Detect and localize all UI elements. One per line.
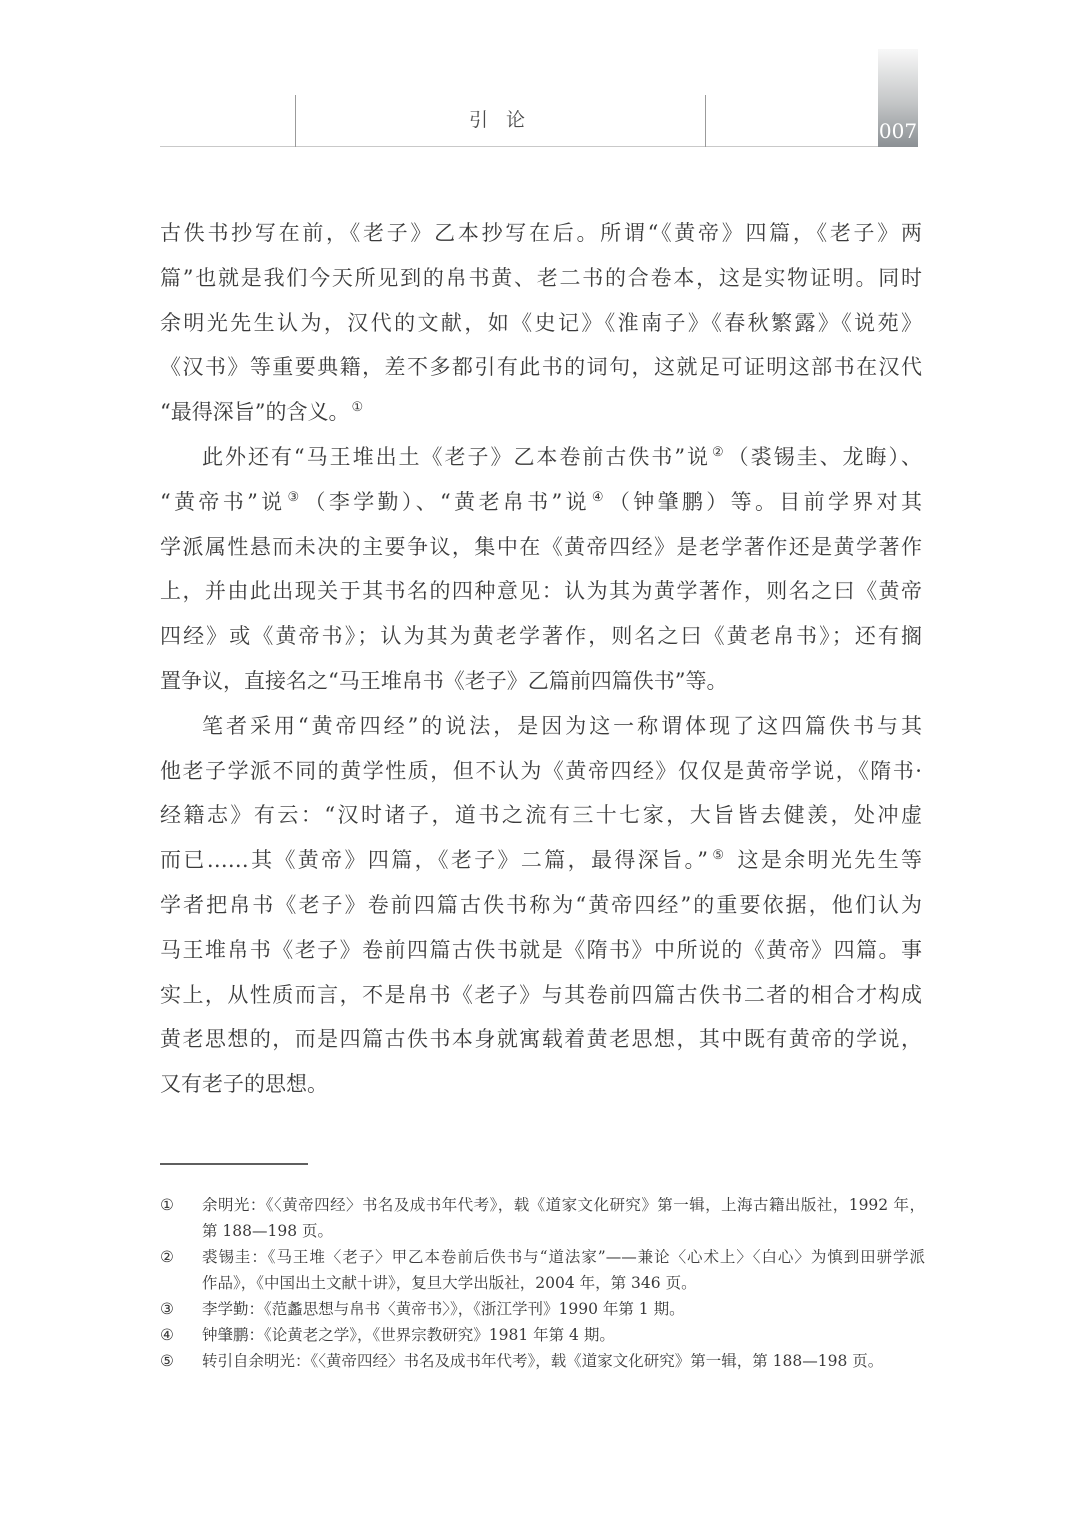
paragraph (160, 211, 922, 435)
body-line: 马王堆帛书《老子》卷前四篇古佚书就是《隋书》中所说的《黄帝》四篇。事 (160, 937, 922, 962)
footnote-line: 裘锡圭：《马王堆〈老子〉甲乙本卷前后佚书与“道法家”——兼论〈心术上〉〈白心〉为慎到田骈学派 (202, 1248, 925, 1266)
footnote-text (202, 1296, 925, 1322)
body-line: “黄帝书”说 ③（李学勤）、“黄老帛书”说 ④（钟肇鹏）等。目前学界对其 (160, 489, 922, 514)
footnote-text (202, 1192, 925, 1244)
footnote-text (202, 1348, 925, 1374)
footnote-line: 第 188—198 页。 (202, 1222, 334, 1240)
body-line: 置争议，直接名之“马王堆帛书《老子》乙篇前四篇佚书”等。 (160, 668, 728, 693)
body-line: 篇”也就是我们今天所见到的帛书黄、老二书的合卷本，这是实物证明。同时 (160, 265, 922, 290)
header-tick-right (705, 95, 706, 147)
footnote-ref: ⑤ (710, 848, 727, 864)
footnote (160, 1192, 925, 1244)
footnote-line: 作品》，《中国出土文献十讲》，复旦大学出版社，2004 年，第 346 页。 (202, 1274, 697, 1292)
running-title: 引 论 (468, 109, 532, 131)
footnote-text (202, 1244, 925, 1296)
body-line: 又有老子的思想。 (160, 1072, 328, 1097)
footnote-marker: ① (160, 1196, 174, 1214)
body-line: 他老子学派不同的黄学性质，但不认为《黄帝四经》仅仅是黄帝学说，《隋书· (160, 758, 922, 783)
body-line: 上，并由此出现关于其书名的四种意见：认为其为黄学著作，则名之曰《黄帝 (160, 579, 922, 604)
body-text (160, 211, 922, 1107)
body-line: 笔者采用“黄帝四经”的说法，是因为这一称谓体现了这四篇佚书与其 (202, 713, 922, 738)
body-line: 实上，从性质而言，不是帛书《老子》与其卷前四篇古佚书二者的相合才构成 (160, 982, 922, 1007)
body-line: 学派属性悬而未决的主要争议，集中在《黄帝四经》是老学著作还是黄学著作 (160, 534, 922, 559)
page-number-bar (878, 49, 918, 147)
footnote-text (202, 1322, 925, 1348)
footnote (160, 1322, 925, 1348)
body-line: 此外还有“马王堆出土《老子》乙本卷前古佚书”说 ②（裘锡圭、龙晦）、 (202, 444, 922, 469)
footnote-marker: ⑤ (160, 1352, 174, 1370)
footnote (160, 1244, 925, 1296)
header-rule (160, 146, 878, 147)
body-line: 《汉书》等重要典籍，差不多都引有此书的词句，这就足可证明这部书在汉代 (160, 355, 922, 380)
footnote-line: 余明光：《〈黄帝四经〉书名及成书年代考》，载《道家文化研究》第一辑，上海古籍出版社，1992 年， (202, 1196, 925, 1214)
paragraph (160, 435, 922, 704)
body-line: 黄老思想的，而是四篇古佚书本身就寓载着黄老思想，其中既有黄帝的学说， (160, 1027, 922, 1052)
footnote-line: 李学勤：《范蠡思想与帛书〈黄帝书〉》，《浙江学刊》1990 年第 1 期。 (202, 1300, 685, 1318)
footnote-line: 转引自余明光：《〈黄帝四经〉书名及成书年代考》，载《道家文化研究》第一辑，第 188—198 页。 (202, 1352, 884, 1370)
footnote-line: 钟肇鹏：《论黄老之学》，《世界宗教研究》1981 年第 4 期。 (202, 1326, 615, 1344)
body-line: 而已……其《黄帝》四篇，《老子》二篇，最得深旨。” ⑤ 这是余明光先生等 (160, 848, 922, 873)
footnote (160, 1348, 925, 1374)
body-line: 余明光先生认为，汉代的文献，如《史记》《淮南子》《春秋繁露》《说苑》 (160, 310, 922, 335)
body-line: “最得深旨”的含义。 ① (160, 400, 364, 425)
footnote-marker: ④ (160, 1326, 174, 1344)
footnote-ref: ① (351, 400, 364, 416)
body-line: 四经》或《黄帝书》；认为其为黄老学著作，则名之曰《黄老帛书》；还有搁 (160, 624, 922, 649)
footnote-ref: ④ (591, 489, 607, 505)
footnote-ref: ② (712, 444, 726, 460)
footnotes (160, 1192, 925, 1374)
body-line: 经籍志》有云：“汉时诸子，道书之流有三十七家，大旨皆去健羡，处冲虚 (160, 803, 922, 828)
footnote-marker: ③ (160, 1300, 174, 1318)
footnote-divider (160, 1163, 308, 1165)
footnote-marker: ② (160, 1248, 174, 1266)
paragraph (160, 704, 922, 1107)
body-line: 古佚书抄写在前，《老子》乙本抄写在后。所谓“《黄帝》四篇，《老子》两 (160, 221, 922, 245)
footnote-ref: ③ (287, 489, 303, 505)
page-number: 007 (878, 119, 918, 143)
footnote (160, 1296, 925, 1322)
body-line: 学者把帛书《老子》卷前四篇古佚书称为“黄帝四经”的重要依据，他们认为 (160, 892, 922, 917)
